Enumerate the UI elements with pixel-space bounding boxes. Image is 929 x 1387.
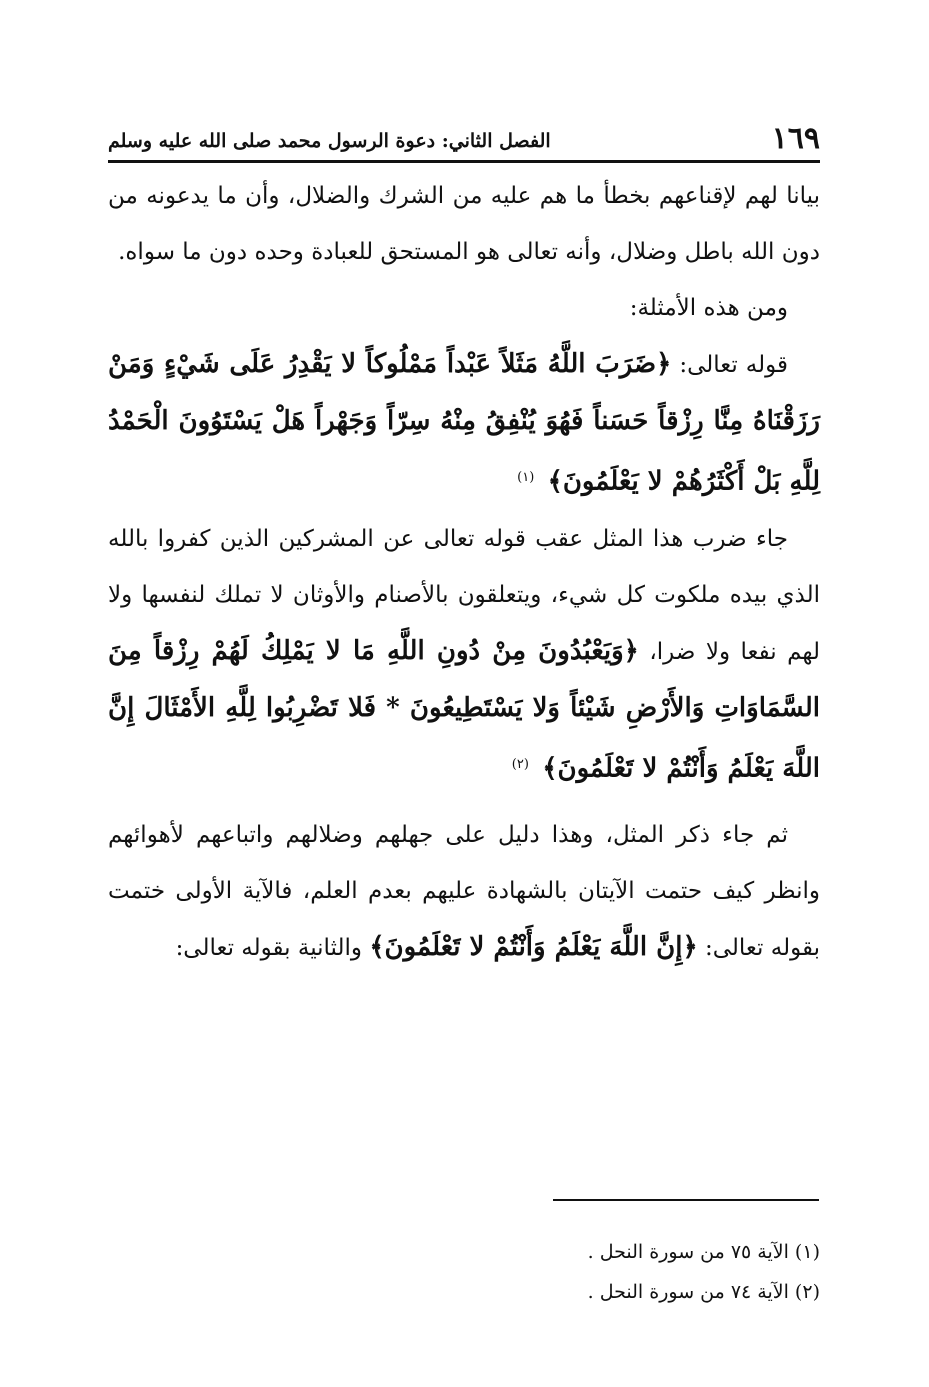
paragraph-intro: بيانا لهم لإقناعهم بخطأ ما هم عليه من الشرك والضلال، وأن ما يدعونه من دون الله باطل وضلال، وأنه تعالى هو المستحق للعبادة وحده دون ما سواه. <box>108 183 820 265</box>
verse-intro-text: قوله تعالى: <box>679 352 788 378</box>
footnote-item: (١) الآية ٧٥ من سورة النحل . <box>587 1241 820 1263</box>
paragraph-examples-heading: ومن هذه الأمثلة: <box>629 295 788 321</box>
footnote-item: (٢) الآية ٧٤ من سورة النحل . <box>587 1281 820 1303</box>
footnote-ref: (١) <box>517 470 535 485</box>
page-header <box>108 122 820 156</box>
paragraph-text: ثم جاء ذكر المثل، وهذا دليل على جهلهم وضلالهم واتباعهم لأهوائهم وانظر كيف حتمت الآيتان بالشهادة عليهم بعدم العلم، فالآية الأولى ختمت بقوله تعالى: <box>108 822 820 962</box>
body-text <box>108 168 820 976</box>
quran-verse: ﴿ضَرَبَ اللَّهُ مَثَلاً عَبْداً مَمْلُوكاً لا يَقْدِرُ عَلَى شَيْءٍ وَمَنْ رَزَقْنَاهُ مِنَّا رِزْقاً حَسَناً فَهُوَ يُنْفِقُ مِنْهُ سِرّاً وَجَهْراً هَلْ يَسْتَوُونَ الْحَمْدُ لِلَّهِ بَلْ أَكْثَرُهُمْ لا يَعْلَمُونَ﴾ <box>108 349 820 497</box>
running-title: الفصل الثاني: دعوة الرسول محمد صلى الله عليه وسلم <box>108 130 551 152</box>
paragraph-first-verse <box>108 336 820 511</box>
paragraph-text-end: والثانية بقوله تعالى: <box>175 935 362 962</box>
page-number: ١٦٩ <box>771 121 820 156</box>
footnotes <box>108 1232 820 1312</box>
paragraph-second-verse <box>108 511 820 798</box>
quran-verse: ﴿وَيَعْبُدُونَ مِنْ دُونِ اللَّهِ مَا لا يَمْلِكُ لَهُمْ رِزْقاً مِنَ السَّمَاوَاتِ وَالأَرْضِ شَيْئاً وَلا يَسْتَطِيعُونَ * فَلا تَضْرِبُوا لِلَّهِ الأَمْثَالَ إِنَّ اللَّهَ يَعْلَمُ وَأَنْتُمْ لا تَعْلَمُونَ﴾ <box>108 635 820 784</box>
paragraph-conclusion <box>108 807 820 976</box>
header-divider <box>108 160 820 163</box>
footnote-divider <box>553 1199 819 1201</box>
paragraph-text: جاء ضرب هذا المثل عقب قوله تعالى عن المشركين الذين كفروا بالله الذي بيده ملكوت كل شيء، ويتعلقون بالأصنام والأوثان لا تملك لنفسها ولا لهم نفعا ولا ضرا، <box>108 525 821 665</box>
footnote-ref: (٢) <box>511 756 529 772</box>
quran-verse: ﴿إِنَّ اللَّهَ يَعْلَمُ وَأَنْتُمْ لا تَعْلَمُونَ﴾ <box>369 932 698 963</box>
paragraph-spacer <box>108 797 820 807</box>
